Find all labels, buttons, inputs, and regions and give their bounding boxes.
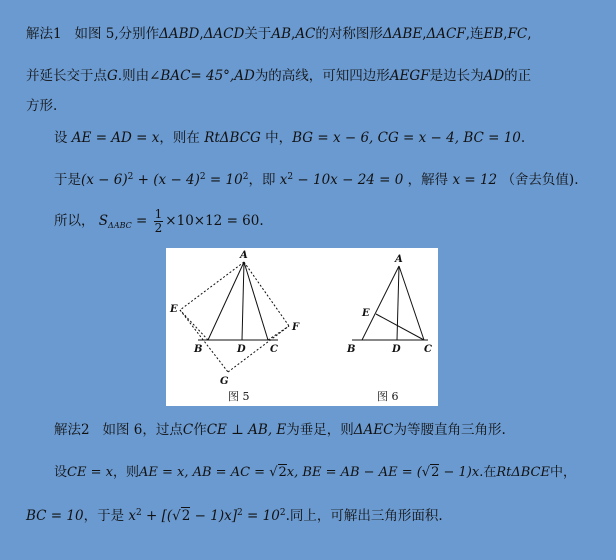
fig5-line-ae	[180, 262, 244, 310]
method1-equation-line	[54, 170, 579, 190]
text: .同上，可解出三角形面积.	[285, 508, 443, 524]
fig5-label-e: E	[170, 304, 178, 315]
math: FC	[507, 26, 528, 42]
fraction	[154, 208, 164, 235]
math: = 10	[205, 172, 243, 188]
fig6-label-a: A	[395, 254, 403, 265]
text: 关于	[244, 26, 272, 42]
exponent: 2	[287, 172, 294, 182]
math: AD	[234, 68, 255, 84]
figures-svg	[166, 248, 438, 406]
text: （舍去负值).	[501, 172, 579, 188]
text: 所以，	[54, 213, 95, 229]
math: x	[286, 465, 295, 480]
math: x	[279, 172, 288, 188]
method2-line1	[54, 420, 506, 440]
math: = 10	[242, 508, 280, 524]
fig5-line-eg	[180, 310, 228, 372]
fig6-line-ad	[397, 266, 399, 340]
math: AB	[271, 26, 292, 42]
fig5-line-ac	[244, 262, 268, 340]
method2-line3: BC = 10，于是 $x^2 + [(√2 - 1)x]^2 = 10^2$.同上，可解出三角形面积.	[26, 508, 443, 524]
text: 中，	[265, 130, 293, 146]
fig5-line-ad	[242, 262, 244, 340]
math: (x − 6)	[81, 172, 128, 188]
text: .在	[479, 465, 497, 480]
math: − 1)x]	[190, 508, 238, 524]
text: ，即	[248, 172, 276, 188]
method1-line2	[26, 66, 531, 86]
text: 并延长交于点	[26, 68, 107, 84]
method2-label: 解法2	[54, 422, 90, 438]
fig5-line-af	[244, 262, 289, 326]
text: 为的高线，可知四边形	[254, 68, 390, 84]
text: ，解得	[407, 172, 449, 188]
exponent: 2	[136, 508, 142, 518]
math: ∠BAC	[149, 68, 191, 84]
fig5-label-b: B	[194, 344, 203, 355]
math: EB	[483, 26, 504, 42]
math: ΔABD	[159, 26, 200, 42]
text: ,	[291, 26, 296, 42]
text: 如图 5,分别作	[74, 26, 160, 42]
math: x	[128, 508, 136, 524]
exponent: 2	[237, 508, 243, 518]
exponent: 2	[199, 172, 206, 182]
method1-set-line	[54, 128, 525, 148]
text: ,连	[465, 26, 484, 42]
text: 的正	[504, 68, 532, 84]
method1-line3	[26, 96, 57, 116]
math: AC	[295, 26, 316, 42]
sqrt-radicand: 2	[278, 465, 287, 480]
text: 于是	[54, 172, 81, 188]
math: RtΔBCE	[496, 465, 550, 480]
text: ,	[527, 26, 532, 42]
text: 为垂足，则	[286, 422, 354, 438]
text: .	[520, 130, 526, 146]
text: 的对称图形	[315, 26, 383, 42]
fig5-label-a: A	[240, 250, 248, 261]
text: ,	[503, 26, 508, 42]
fig5-label-f: F	[292, 322, 300, 333]
math: − 1)x	[439, 465, 480, 480]
math: BC = 10	[26, 508, 84, 524]
exponent: 2	[279, 508, 286, 518]
text: ，则在	[159, 130, 200, 146]
math: ΔACF	[426, 26, 466, 42]
fraction-denominator: 2	[154, 221, 163, 235]
fig5-line-ab	[208, 262, 244, 340]
text: ,	[422, 26, 427, 42]
fig5-caption: 图 5	[228, 390, 250, 403]
exponent: 2	[127, 172, 134, 182]
math: =	[131, 213, 152, 229]
math: ΔACD	[203, 26, 245, 42]
math: , BE = AB − AE = (	[294, 465, 422, 480]
math: ΔAEC	[353, 422, 394, 438]
text: ，于是	[83, 508, 125, 524]
text: 是边长为	[429, 68, 484, 84]
exponent: 2	[242, 172, 249, 182]
fig5-label-d: D	[237, 344, 246, 355]
subscript: ΔABC	[108, 221, 132, 230]
figure-panel	[166, 248, 438, 406]
text: ，则	[112, 465, 139, 480]
fig6-caption: 图 6	[377, 390, 399, 403]
fig6-label-b: B	[347, 344, 356, 355]
math: AEGF	[389, 68, 430, 84]
figure-5	[180, 262, 289, 372]
sqrt-radicand: 2	[181, 508, 191, 524]
text: 中，	[550, 465, 577, 480]
fig5-line-be	[180, 310, 208, 340]
text: .则由	[117, 68, 150, 84]
math: AE = x, AB = AC =	[138, 465, 270, 480]
fig6-label-d: D	[392, 344, 401, 355]
figure-6	[352, 266, 428, 340]
math: S	[98, 213, 109, 229]
text: 方形.	[26, 98, 58, 114]
text: ,	[199, 26, 204, 42]
math: − 10x − 24 = 0	[293, 172, 404, 188]
math: x = 12	[452, 172, 498, 188]
text: 设	[54, 130, 68, 146]
math: BG = x − 6, CG = x − 4, BC = 10	[292, 130, 521, 146]
text: 设	[54, 465, 68, 480]
math: C	[182, 422, 194, 438]
math: CE = x	[67, 465, 113, 480]
math: AD	[483, 68, 505, 84]
fig6-label-e: E	[362, 308, 370, 319]
math: = 45°,	[190, 68, 235, 84]
math: ×10×12 = 60.	[165, 213, 264, 229]
math: CE ⊥ AB, E	[206, 422, 287, 438]
math: + (x − 4)	[133, 172, 200, 188]
fig6-label-c: C	[424, 344, 432, 355]
fig5-label-c: C	[270, 344, 278, 355]
text: 为等腰直角三角形.	[393, 422, 506, 438]
fig5-label-g: G	[220, 376, 229, 387]
method1-line1	[26, 24, 532, 44]
method1-label: 解法1	[26, 26, 62, 42]
fraction-numerator: 1	[154, 207, 163, 221]
sqrt-radicand: 2	[431, 465, 440, 480]
math: RtΔBCG	[204, 130, 261, 146]
math: G	[107, 68, 118, 84]
math: AE = AD = x	[71, 130, 160, 146]
math: ΔABE	[382, 26, 423, 42]
math: + [(	[141, 508, 173, 524]
fig5-line-cf	[268, 326, 289, 340]
fig6-line-ab	[362, 266, 399, 340]
method1-area-line	[54, 206, 264, 236]
text: 如图 6，过点	[102, 422, 183, 438]
method2-line2: 设CE = x，则AE = x, AB = AC = √2x, BE = AB − AE = (√2 − 1)x.在RtΔBCE中，	[54, 465, 577, 480]
text: 作	[193, 422, 207, 438]
